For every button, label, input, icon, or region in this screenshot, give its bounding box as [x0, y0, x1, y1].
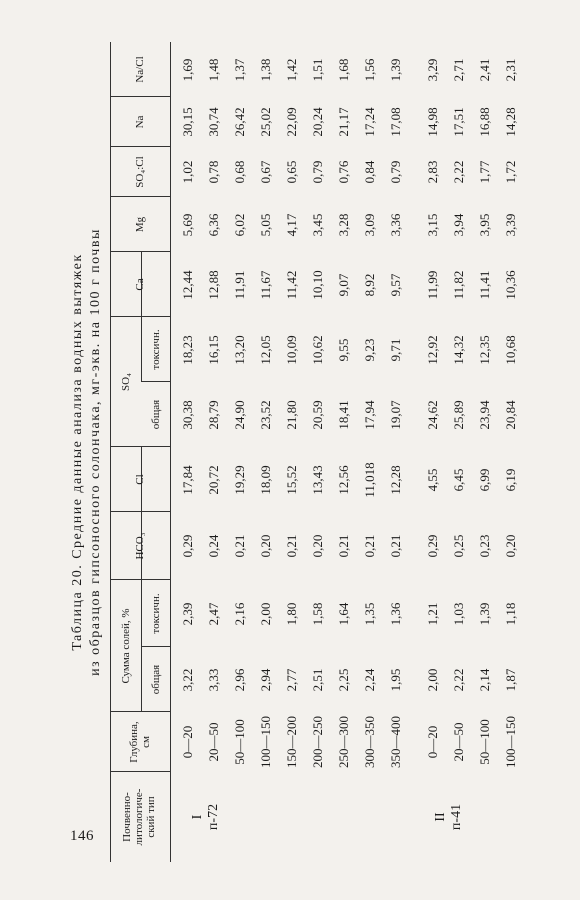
table-cell: 17,24 [362, 107, 377, 137]
table-cell: 5,69 [180, 213, 195, 237]
table-cell: 4,55 [425, 468, 440, 492]
table-cell: 14,32 [451, 335, 466, 365]
table-cell: 13,43 [310, 465, 325, 495]
table-cell: 11,018 [362, 462, 377, 498]
table-cell: 21,80 [284, 400, 299, 430]
depth-cell: 20—50 [206, 722, 221, 762]
table-cell: 1,39 [477, 602, 492, 626]
table-cell: 0,76 [336, 160, 351, 184]
depth-cell: 250—300 [336, 716, 351, 768]
depth-cell: 50—100 [232, 719, 247, 765]
table-cell: 0,20 [258, 534, 273, 558]
table-cell: 1,51 [310, 58, 325, 82]
table-cell: 9,57 [388, 273, 403, 297]
table-cell: 0,78 [206, 160, 221, 184]
table-cell: 11,41 [477, 270, 492, 300]
table-cell: 19,07 [388, 400, 403, 430]
table-cell: 17,84 [180, 465, 195, 495]
table-cell: 3,45 [310, 213, 325, 237]
table-cell: 2,14 [477, 668, 492, 692]
table-cell: 2,00 [258, 602, 273, 626]
table-cell: 3,36 [388, 213, 403, 237]
table-cell: 16,88 [477, 107, 492, 137]
table-cell: 9,07 [336, 273, 351, 297]
table-cell: 1,87 [503, 668, 518, 692]
table-cell: 28,79 [206, 400, 221, 430]
header-soil-type: Почвенно- литологиче- ский тип [121, 788, 157, 846]
depth-cell: 100—150 [503, 716, 518, 768]
table-cell: 8,92 [362, 273, 377, 297]
header-so4-total: общая [150, 399, 162, 430]
table-cell: 30,38 [180, 400, 195, 430]
table-cell: 12,05 [258, 335, 273, 365]
table-cell: 2,47 [206, 602, 221, 626]
table-cell: 2,41 [477, 58, 492, 82]
table-cell: 0,20 [503, 534, 518, 558]
table-cell: 10,36 [503, 270, 518, 300]
table-cell: 13,20 [232, 335, 247, 365]
rotated-table-block [70, 42, 540, 862]
table-cell: 24,90 [232, 400, 247, 430]
table-cell: 6,45 [451, 468, 466, 492]
table-cell: 18,23 [180, 335, 195, 365]
table-cell: 3,94 [451, 213, 466, 237]
table-cell: 1,69 [180, 58, 195, 82]
table-cell: 2,51 [310, 668, 325, 692]
table-cell: 3,29 [425, 58, 440, 82]
table-cell: 1,48 [206, 58, 221, 82]
table-cell: 0,29 [180, 534, 195, 558]
table-cell: 1,37 [232, 58, 247, 82]
depth-cell: 50—100 [477, 719, 492, 765]
table-cell: 25,02 [258, 107, 273, 137]
table-cell: 2,16 [232, 602, 247, 626]
table-cell: 0,21 [284, 534, 299, 558]
header-ca: Ca [134, 278, 146, 291]
group-2-type-label: II п-41 [433, 803, 464, 831]
table-cell: 9,55 [336, 338, 351, 362]
table-cell: 3,15 [425, 213, 440, 237]
header-salts-toxic: токсичн. [150, 593, 162, 634]
table-cell: 0,29 [425, 534, 440, 558]
table-cell: 0,65 [284, 160, 299, 184]
table-cell: 0,79 [388, 160, 403, 184]
depth-cell: 200—250 [310, 716, 325, 768]
table-cell: 14,28 [503, 107, 518, 137]
table-cell: 2,96 [232, 668, 247, 692]
table-cell: 1,64 [336, 602, 351, 626]
depth-cell: 0—20 [425, 725, 440, 759]
table-cell: 2,00 [425, 668, 440, 692]
table-cell: 16,15 [206, 335, 221, 365]
table-cell: 6,02 [232, 213, 247, 237]
table-caption-line-1: Таблица 20. Средние данные анализа водных вытяжек [70, 253, 85, 651]
table-cell: 1,68 [336, 58, 351, 82]
table-cell: 12,44 [180, 270, 195, 300]
table-cell: 19,29 [232, 465, 247, 495]
table-cell: 0,67 [258, 160, 273, 184]
table-cell: 1,77 [477, 160, 492, 184]
table-cell: 2,83 [425, 160, 440, 184]
table-cell: 1,42 [284, 58, 299, 82]
table-cell: 4,17 [284, 213, 299, 237]
depth-cell: 350—400 [388, 716, 403, 768]
table-cell: 24,62 [425, 400, 440, 430]
table-cell: 17,08 [388, 107, 403, 137]
table-cell: 22,09 [284, 107, 299, 137]
table-cell: 1,03 [451, 602, 466, 626]
table-cell: 2,25 [336, 668, 351, 692]
table-cell: 3,39 [503, 213, 518, 237]
header-salts-total: общая [150, 664, 162, 695]
table-cell: 2,22 [451, 160, 466, 184]
group-1-type-label: I п-72 [190, 803, 221, 831]
table-cell: 2,94 [258, 668, 273, 692]
header-na-cl: Na/Cl [134, 56, 146, 83]
table-caption-line-2: из образцов гипсоносного солончака, мг-экв. на 100 г почвы [88, 228, 103, 676]
table-cell: 12,56 [336, 465, 351, 495]
table-cell: 3,09 [362, 213, 377, 237]
table-cell: 1,02 [180, 160, 195, 184]
table-cell: 15,52 [284, 465, 299, 495]
table-cell: 0,68 [232, 160, 247, 184]
header-salts-sum: Сумма солей, % [120, 608, 132, 684]
table-top-rule [110, 42, 111, 862]
table-cell: 0,20 [310, 534, 325, 558]
table-cell: 10,62 [310, 335, 325, 365]
table-cell: 1,36 [388, 602, 403, 626]
table-cell: 0,25 [451, 534, 466, 558]
table-cell: 2,77 [284, 668, 299, 692]
table-cell: 18,09 [258, 465, 273, 495]
table-cell: 6,19 [503, 468, 518, 492]
header-so4-toxic: токсичн. [150, 329, 162, 370]
table-cell: 17,51 [451, 107, 466, 137]
table-cell: 26,42 [232, 107, 247, 137]
table-cell: 1,95 [388, 668, 403, 692]
table-cell: 3,33 [206, 668, 221, 692]
table-cell: 1,58 [310, 602, 325, 626]
header-mg: Mg [134, 216, 146, 233]
depth-cell: 300—350 [362, 716, 377, 768]
table-cell: 1,35 [362, 602, 377, 626]
table-cell: 23,52 [258, 400, 273, 430]
table-cell: 6,36 [206, 213, 221, 237]
table-cell: 11,82 [451, 270, 466, 300]
table-cell: 20,59 [310, 400, 325, 430]
table-cell: 10,68 [503, 335, 518, 365]
table-cell: 3,22 [180, 668, 195, 692]
table-cell: 6,99 [477, 468, 492, 492]
header-so4-cl: SO₄:Cl [134, 156, 146, 188]
header-hco3: HCO₃ [134, 532, 146, 560]
table-cell: 0,21 [388, 534, 403, 558]
table-cell: 3,28 [336, 213, 351, 237]
table-cell: 9,23 [362, 338, 377, 362]
table-cell: 1,72 [503, 160, 518, 184]
table-cell: 3,95 [477, 213, 492, 237]
table-cell: 12,88 [206, 270, 221, 300]
table-cell: 1,18 [503, 602, 518, 626]
header-bottom-rule [170, 42, 171, 862]
table-cell: 25,89 [451, 400, 466, 430]
table-cell: 20,72 [206, 465, 221, 495]
table-cell: 12,28 [388, 465, 403, 495]
table-cell: 2,31 [503, 58, 518, 82]
table-cell: 1,21 [425, 602, 440, 626]
table-cell: 20,24 [310, 107, 325, 137]
header-so4: SO₄ [120, 373, 132, 391]
header-na: Na [134, 115, 146, 129]
table-cell: 0,23 [477, 534, 492, 558]
table-cell: 0,84 [362, 160, 377, 184]
table-cell: 2,71 [451, 58, 466, 82]
table-cell: 11,91 [232, 270, 247, 300]
table-cell: 10,10 [310, 270, 325, 300]
table-cell: 30,15 [180, 107, 195, 137]
table-cell: 1,38 [258, 58, 273, 82]
table-cell: 0,21 [232, 534, 247, 558]
table-cell: 11,67 [258, 270, 273, 300]
table-cell: 1,39 [388, 58, 403, 82]
table-cell: 10,09 [284, 335, 299, 365]
table-cell: 30,74 [206, 107, 221, 137]
table-cell: 17,94 [362, 400, 377, 430]
table-cell: 20,84 [503, 400, 518, 430]
table-cell: 0,21 [336, 534, 351, 558]
depth-cell: 20—50 [451, 722, 466, 762]
table-cell: 12,35 [477, 335, 492, 365]
table-cell: 2,22 [451, 668, 466, 692]
table-cell: 18,41 [336, 400, 351, 430]
table-cell: 0,21 [362, 534, 377, 558]
header-depth: Глубина, см [128, 721, 152, 763]
table-cell: 12,92 [425, 335, 440, 365]
depth-cell: 0—20 [180, 725, 195, 759]
table-cell: 5,05 [258, 213, 273, 237]
depth-cell: 100—150 [258, 716, 273, 768]
table-cell: 1,80 [284, 602, 299, 626]
table-cell: 1,56 [362, 58, 377, 82]
table-cell: 2,39 [180, 602, 195, 626]
table-cell: 2,24 [362, 668, 377, 692]
table-cell: 11,99 [425, 270, 440, 300]
depth-cell: 150—200 [284, 716, 299, 768]
page-number: 146 [70, 828, 94, 844]
table-cell: 0,24 [206, 534, 221, 558]
table-cell: 21,17 [336, 107, 351, 137]
table-cell: 0,79 [310, 160, 325, 184]
table-cell: 14,98 [425, 107, 440, 137]
table-cell: 11,42 [284, 270, 299, 300]
header-cl: Cl [134, 474, 146, 485]
table-cell: 23,94 [477, 400, 492, 430]
table-cell: 9,71 [388, 338, 403, 362]
